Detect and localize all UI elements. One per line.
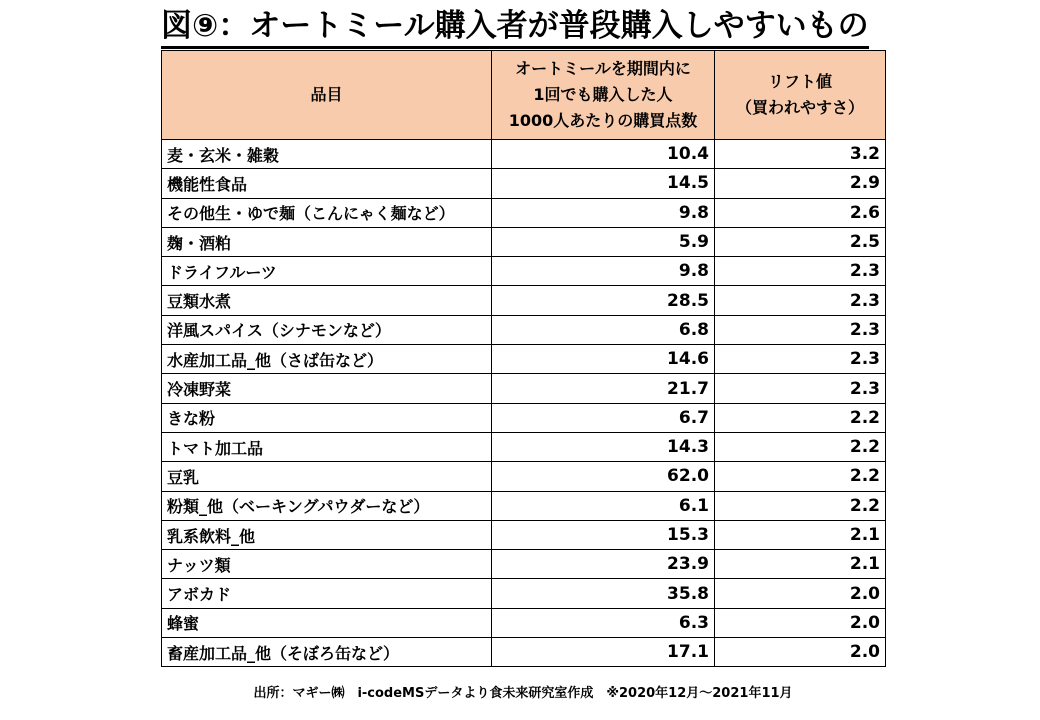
lift-cell: 2.3 (715, 315, 886, 344)
item-cell: 麦・玄米・雑穀 (162, 140, 492, 169)
points-cell: 28.5 (492, 286, 715, 315)
table-row (162, 608, 886, 637)
item-cell: 機能性食品 (162, 169, 492, 198)
item-cell: その他生・ゆで麺（こんにゃく麺など） (162, 198, 492, 227)
table-row (162, 345, 886, 374)
item-cell: アボカド (162, 579, 492, 608)
table-row (162, 169, 886, 198)
table-row (162, 550, 886, 579)
table-row (162, 227, 886, 256)
table-row (162, 257, 886, 286)
header-points-line-2: 1回でも購入した人 (533, 85, 673, 104)
lift-cell: 2.0 (715, 638, 886, 667)
points-cell: 35.8 (492, 579, 715, 608)
points-cell: 62.0 (492, 462, 715, 491)
points-cell: 9.8 (492, 257, 715, 286)
lift-cell: 2.2 (715, 462, 886, 491)
item-cell: ドライフルーツ (162, 257, 492, 286)
header-points (492, 51, 715, 140)
points-cell: 21.7 (492, 374, 715, 403)
page-title: 図⑨：オートミール購入者が普段購入しやすいもの (161, 6, 869, 49)
lift-cell: 2.3 (715, 345, 886, 374)
points-cell: 14.3 (492, 432, 715, 461)
table-row (162, 140, 886, 169)
source-note: 出所：マギー㈱ i-codeMSデータより食未来研究室作成 ※2020年12月～2021年11月 (253, 686, 793, 701)
item-cell: ナッツ類 (162, 550, 492, 579)
table-row (162, 491, 886, 520)
item-cell: 水産加工品_他（さば缶など） (162, 345, 492, 374)
points-cell: 14.5 (492, 169, 715, 198)
lift-cell: 2.3 (715, 257, 886, 286)
lift-cell: 2.3 (715, 286, 886, 315)
purchase-table (161, 50, 886, 667)
item-cell: 蜂蜜 (162, 608, 492, 637)
points-cell: 23.9 (492, 550, 715, 579)
points-cell: 14.6 (492, 345, 715, 374)
points-cell: 6.3 (492, 608, 715, 637)
lift-cell: 2.6 (715, 198, 886, 227)
header-lift-line-2: （買われやすさ） (735, 98, 864, 117)
item-cell: 乳系飲料_他 (162, 520, 492, 549)
points-cell: 17.1 (492, 638, 715, 667)
points-cell: 6.1 (492, 491, 715, 520)
table-row (162, 462, 886, 491)
item-cell: トマト加工品 (162, 432, 492, 461)
item-cell: 麹・酒粕 (162, 227, 492, 256)
item-cell: 洋風スパイス（シナモンなど） (162, 315, 492, 344)
lift-cell: 2.2 (715, 403, 886, 432)
table-row (162, 315, 886, 344)
points-cell: 15.3 (492, 520, 715, 549)
item-cell: きな粉 (162, 403, 492, 432)
points-cell: 9.8 (492, 198, 715, 227)
table-row (162, 432, 886, 461)
header-points-line-3: 1000人あたりの購買点数 (508, 111, 698, 130)
header-row (162, 51, 886, 140)
item-cell: 豆類水煮 (162, 286, 492, 315)
lift-cell: 2.1 (715, 520, 886, 549)
table-row (162, 520, 886, 549)
table-row (162, 374, 886, 403)
header-item-label: 品目 (310, 85, 343, 104)
table-row (162, 286, 886, 315)
table-row (162, 403, 886, 432)
table-row (162, 198, 886, 227)
lift-cell: 2.0 (715, 608, 886, 637)
lift-cell: 2.3 (715, 374, 886, 403)
lift-cell: 2.1 (715, 550, 886, 579)
header-points-line-1: オートミールを期間内に (515, 59, 691, 78)
item-cell: 冷凍野菜 (162, 374, 492, 403)
lift-cell: 2.2 (715, 432, 886, 461)
lift-cell: 2.2 (715, 491, 886, 520)
lift-cell: 2.9 (715, 169, 886, 198)
item-cell: 畜産加工品_他（そぼろ缶など） (162, 638, 492, 667)
header-lift (715, 51, 886, 140)
item-cell: 粉類_他（ベーキングパウダーなど） (162, 491, 492, 520)
table-row (162, 579, 886, 608)
lift-cell: 2.5 (715, 227, 886, 256)
lift-cell: 3.2 (715, 140, 886, 169)
points-cell: 6.8 (492, 315, 715, 344)
header-item (162, 51, 492, 140)
points-cell: 6.7 (492, 403, 715, 432)
lift-cell: 2.0 (715, 579, 886, 608)
points-cell: 5.9 (492, 227, 715, 256)
item-cell: 豆乳 (162, 462, 492, 491)
table-row (162, 638, 886, 667)
header-lift-line-1: リフト値 (767, 72, 832, 91)
points-cell: 10.4 (492, 140, 715, 169)
